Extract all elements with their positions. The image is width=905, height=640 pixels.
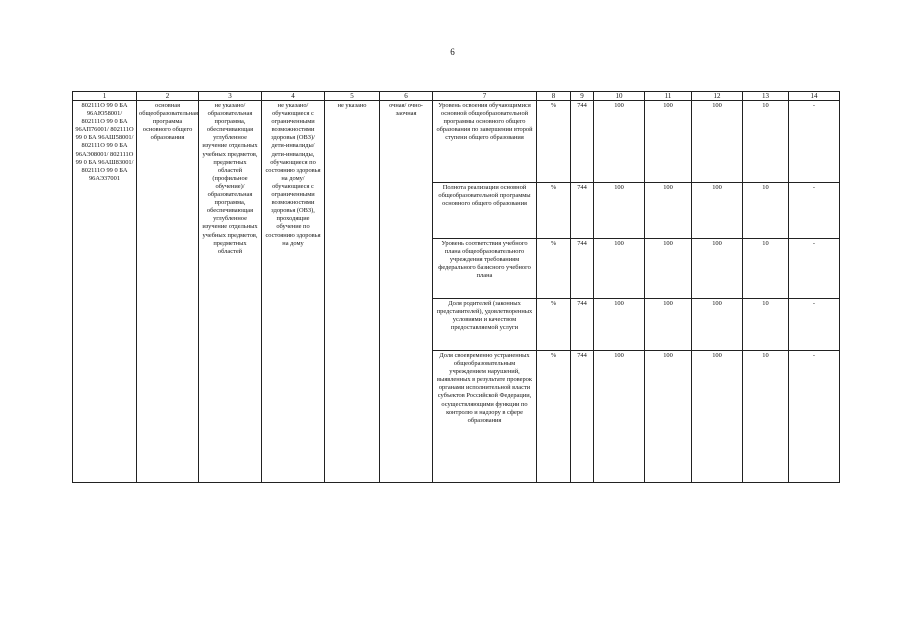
indicator-deviation: 10 — [743, 239, 789, 299]
indicator-value: 100 — [645, 101, 692, 183]
indicator-value: 100 — [594, 239, 645, 299]
indicator-deviation-abs: - — [789, 299, 840, 351]
column-number: 3 — [199, 92, 262, 101]
indicator-unit: % — [537, 299, 571, 351]
column-5-cell: не указано — [325, 101, 380, 483]
column-number: 7 — [433, 92, 537, 101]
indicator-unit: % — [537, 239, 571, 299]
service-codes-cell: 802111О 99 0 БА 96АЮ58001/ 802111О 99 0 БА 96АП76001/ 802111О 99 0 БА 96АШ58001/ 802111О 99 0 БА 96АЭ08001/ 802111О 99 0 БА 96АШ83001/ 802111О 99 0 БА 96АЭ37001 — [73, 101, 137, 483]
indicator-row — [73, 101, 840, 183]
column-number: 6 — [380, 92, 433, 101]
column-number: 1 — [73, 92, 137, 101]
indicator-value: 100 — [645, 239, 692, 299]
student-category-cell: не указано/ обучающиеся с ограниченными возможностями здоровья (ОВЗ)/ дети-инвалиды/ дети-инвалиды, обучающиеся по состоянию здоровья на дому/ обучающиеся с ограниченными возможностями здоровья (ОВЗ), проходящие обучение по состоянию здоровья на дому — [262, 101, 325, 483]
indicator-name: Уровень освоения обучающимися основной общеобразовательной программы основного общего образования по завершении второй ступени общего образования — [433, 101, 537, 183]
indicator-deviation: 10 — [743, 101, 789, 183]
education-form-cell: очная/ очно-заочная — [380, 101, 433, 483]
indicator-deviation: 10 — [743, 351, 789, 483]
indicator-name: Уровень соответствия учебного плана общеобразовательного учреждения требованиям федерального базисного учебного плана — [433, 239, 537, 299]
indicator-deviation-abs: - — [789, 351, 840, 483]
indicator-name: Доля родителей (законных представителей), удовлетворенных условиями и качеством предоставляемой услуги — [433, 299, 537, 351]
column-number: 2 — [137, 92, 199, 101]
indicator-value: 100 — [645, 299, 692, 351]
indicator-unit: % — [537, 101, 571, 183]
column-number: 5 — [325, 92, 380, 101]
indicator-unit: % — [537, 183, 571, 239]
column-number: 4 — [262, 92, 325, 101]
indicator-unit-code: 744 — [571, 101, 594, 183]
program-type-cell: основная общеобразовательная программа основного общего образования — [137, 101, 199, 483]
indicator-deviation-abs: - — [789, 183, 840, 239]
quality-indicators-table — [72, 91, 840, 483]
indicator-value: 100 — [692, 101, 743, 183]
indicator-unit: % — [537, 351, 571, 483]
indicator-value: 100 — [645, 351, 692, 483]
indicator-deviation: 10 — [743, 183, 789, 239]
indicator-value: 100 — [692, 299, 743, 351]
indicator-unit-code: 744 — [571, 299, 594, 351]
indicator-name: Доля своевременно устраненных общеобразовательным учреждением нарушений, выявленных в результате проверок органами исполнительной власти субъектов Российской Федерации, осуществляющими функции по контролю и надзору в сфере образования — [433, 351, 537, 483]
indicator-value: 100 — [594, 351, 645, 483]
column-number: 14 — [789, 92, 840, 101]
column-number: 8 — [537, 92, 571, 101]
indicator-value: 100 — [594, 183, 645, 239]
indicator-name: Полнота реализации основной общеобразовательной программы основного общего образования — [433, 183, 537, 239]
indicator-value: 100 — [594, 299, 645, 351]
column-number: 13 — [743, 92, 789, 101]
column-number: 10 — [594, 92, 645, 101]
indicator-value: 100 — [692, 183, 743, 239]
indicator-value: 100 — [645, 183, 692, 239]
program-focus-cell: не указано/ образовательная программа, обеспечивающая углубленное изучение отдельных учебных предметов, предметных областей (профильное обучение)/ образовательная программа, обеспечивающая углубленное изучение отдельных учебных предметов, предметных областей — [199, 101, 262, 483]
indicator-unit-code: 744 — [571, 239, 594, 299]
indicator-deviation-abs: - — [789, 239, 840, 299]
column-number: 11 — [645, 92, 692, 101]
indicator-value: 100 — [692, 351, 743, 483]
page-number: 6 — [450, 47, 455, 57]
indicator-deviation: 10 — [743, 299, 789, 351]
indicator-unit-code: 744 — [571, 351, 594, 483]
column-number: 12 — [692, 92, 743, 101]
column-number-row — [73, 92, 840, 101]
indicator-deviation-abs: - — [789, 101, 840, 183]
indicator-value: 100 — [594, 101, 645, 183]
indicator-value: 100 — [692, 239, 743, 299]
indicator-unit-code: 744 — [571, 183, 594, 239]
column-number: 9 — [571, 92, 594, 101]
